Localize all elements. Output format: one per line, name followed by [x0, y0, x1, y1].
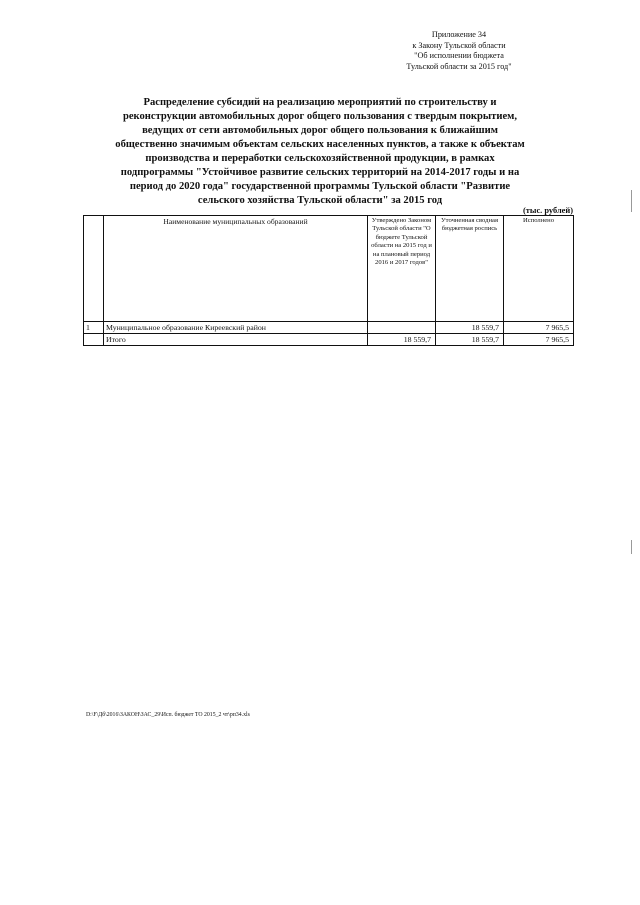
table-header-row — [84, 216, 574, 322]
appendix-note — [384, 30, 534, 72]
row-num: 1 — [84, 322, 104, 334]
header-approved: Утверждено Законом Тульской области "О бюджете Тульской области на 2015 год и на плановый период 2016 и 2017 годов" — [368, 216, 436, 322]
appendix-line: Приложение 34 — [431, 30, 487, 39]
total-num — [84, 334, 104, 346]
title-line: Распределение субсидий на реализацию мероприятий по строительству и — [143, 97, 497, 108]
header-refined: Уточненная сводная бюджетная роспись — [436, 216, 504, 322]
header-name: Наименование муниципальных образований — [104, 216, 368, 322]
appendix-line: к Закону Тульской области — [412, 40, 506, 50]
total-executed: 7 965,5 — [504, 334, 574, 346]
total-approved: 18 559,7 — [368, 334, 436, 346]
title-line: ведущих от сети автомобильных дорог общего пользования к ближайшим — [142, 125, 498, 136]
table-row — [84, 322, 574, 334]
title-line: производства и переработки сельскохозяйственной продукции, в рамках — [145, 153, 495, 164]
scan-edge-mark — [631, 540, 632, 554]
scan-edge-mark — [631, 190, 632, 212]
appendix-line: "Об исполнении бюджета — [414, 51, 504, 60]
row-refined: 18 559,7 — [436, 322, 504, 334]
title-line: сельского хозяйства Тульской области" за 2015 год — [197, 195, 443, 206]
title-line: период до 2020 года" государственной программы Тульской области "Развитие — [129, 181, 511, 192]
row-executed: 7 965,5 — [504, 322, 574, 334]
table-total-row — [84, 334, 574, 346]
units-label: (тыс. рублей) — [523, 206, 573, 215]
appendix-line: Тульской области за 2015 год" — [406, 61, 512, 71]
title-line: общественно значимым объектам сельских населенных пунктов, а также к объектам — [115, 139, 525, 150]
total-label: Итого — [104, 334, 368, 346]
total-refined: 18 559,7 — [436, 334, 504, 346]
title-line: реконструкции автомобильных дорог общего пользования с твердым покрытием, — [122, 111, 518, 122]
row-name: Муниципальное образование Киреевский район — [104, 322, 368, 334]
header-num — [84, 216, 104, 322]
title-line: подпрограммы "Устойчивое развитие сельских территорий на 2014-2017 годы и на — [120, 167, 520, 178]
row-approved — [368, 322, 436, 334]
file-path-footer: D:\F\Дб\2016\ЗАКОН\ЗАС_29\Исп. бюджет ТО 2015_2 чт\рп34.xls — [86, 712, 250, 718]
header-executed: Исполнено — [504, 216, 574, 322]
document-title — [100, 96, 540, 208]
subsidy-table — [83, 215, 574, 346]
